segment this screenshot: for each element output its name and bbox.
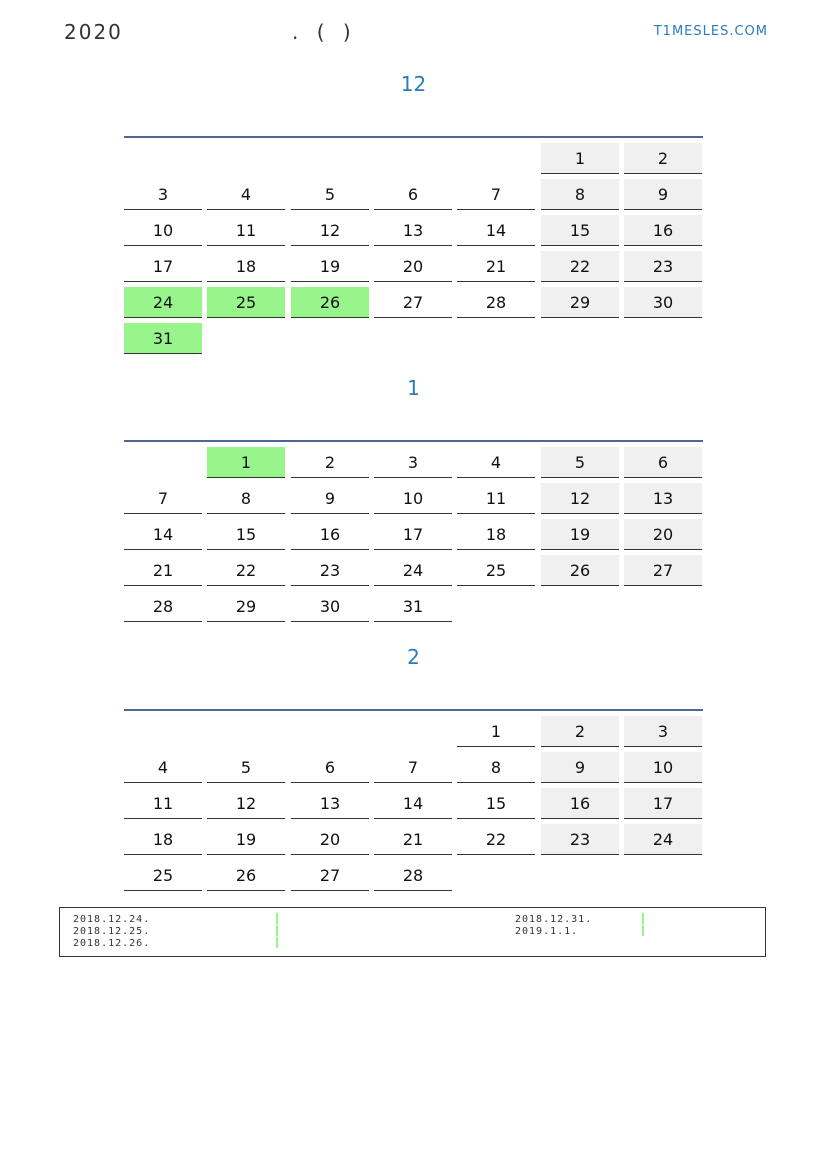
day-cell: 3 bbox=[374, 447, 452, 478]
day-cell: 1 bbox=[457, 716, 535, 747]
day-cell: 24 bbox=[374, 555, 452, 586]
day-cell: 9 bbox=[541, 752, 619, 783]
day-cell: 28 bbox=[374, 860, 452, 891]
day-cell: 3 bbox=[124, 179, 202, 210]
day-cell: 11 bbox=[207, 215, 285, 246]
day-cell: 16 bbox=[291, 519, 369, 550]
holiday-marker bbox=[276, 937, 278, 948]
day-cell: 25 bbox=[124, 860, 202, 891]
day-cell: 10 bbox=[124, 215, 202, 246]
day-cell: 18 bbox=[207, 251, 285, 282]
day-cell: 27 bbox=[374, 287, 452, 318]
day-cell: 10 bbox=[374, 483, 452, 514]
day-cell: 4 bbox=[124, 752, 202, 783]
day-cell: 17 bbox=[374, 519, 452, 550]
holiday-legend bbox=[59, 907, 766, 957]
day-cell: 22 bbox=[207, 555, 285, 586]
day-cell: 9 bbox=[291, 483, 369, 514]
day-cell: 2 bbox=[291, 447, 369, 478]
day-cell: 5 bbox=[291, 179, 369, 210]
day-cell: 8 bbox=[457, 752, 535, 783]
day-cell: 22 bbox=[457, 824, 535, 855]
holiday-marker bbox=[642, 913, 644, 924]
day-cell: 6 bbox=[291, 752, 369, 783]
month-rule bbox=[124, 136, 703, 138]
day-cell: 15 bbox=[541, 215, 619, 246]
day-cell: 12 bbox=[207, 788, 285, 819]
day-cell: 6 bbox=[374, 179, 452, 210]
day-cell: 23 bbox=[624, 251, 702, 282]
day-cell: 17 bbox=[124, 251, 202, 282]
day-cell: 1 bbox=[541, 143, 619, 174]
day-cell: 29 bbox=[541, 287, 619, 318]
day-cell: 22 bbox=[541, 251, 619, 282]
legend-date: 2019.1.1. bbox=[515, 926, 579, 937]
day-cell: 13 bbox=[291, 788, 369, 819]
day-cell: 24 bbox=[624, 824, 702, 855]
day-cell: 29 bbox=[207, 591, 285, 622]
holiday-marker bbox=[276, 913, 278, 924]
day-cell: 19 bbox=[291, 251, 369, 282]
day-cell: 17 bbox=[624, 788, 702, 819]
day-cell: 5 bbox=[207, 752, 285, 783]
day-cell: 12 bbox=[291, 215, 369, 246]
day-cell: 18 bbox=[124, 824, 202, 855]
day-cell: 15 bbox=[207, 519, 285, 550]
day-cell: 8 bbox=[541, 179, 619, 210]
legend-date: 2018.12.26. bbox=[73, 938, 151, 949]
document-title: . ( ) bbox=[292, 20, 357, 44]
day-cell: 25 bbox=[457, 555, 535, 586]
day-cell: 15 bbox=[457, 788, 535, 819]
holiday-marker bbox=[276, 925, 278, 936]
day-cell: 24 bbox=[124, 287, 202, 318]
day-cell: 28 bbox=[124, 591, 202, 622]
day-cell: 31 bbox=[124, 323, 202, 354]
day-cell: 7 bbox=[124, 483, 202, 514]
day-cell: 13 bbox=[624, 483, 702, 514]
day-cell: 21 bbox=[374, 824, 452, 855]
legend-date: 2018.12.25. bbox=[73, 926, 151, 937]
day-cell: 6 bbox=[624, 447, 702, 478]
day-cell: 21 bbox=[457, 251, 535, 282]
day-cell: 16 bbox=[541, 788, 619, 819]
day-cell: 28 bbox=[457, 287, 535, 318]
site-link[interactable]: T1MESLES.COM bbox=[653, 24, 768, 39]
day-cell: 27 bbox=[624, 555, 702, 586]
day-cell: 8 bbox=[207, 483, 285, 514]
day-cell: 11 bbox=[457, 483, 535, 514]
day-cell: 26 bbox=[541, 555, 619, 586]
day-cell: 19 bbox=[541, 519, 619, 550]
month-rule bbox=[124, 440, 703, 442]
page-header bbox=[64, 20, 768, 50]
legend-date: 2018.12.31. bbox=[515, 914, 593, 925]
month-title: 12 bbox=[400, 72, 427, 96]
day-cell: 14 bbox=[457, 215, 535, 246]
day-cell: 27 bbox=[291, 860, 369, 891]
day-cell: 21 bbox=[124, 555, 202, 586]
day-cell: 30 bbox=[291, 591, 369, 622]
day-cell: 9 bbox=[624, 179, 702, 210]
day-cell: 2 bbox=[541, 716, 619, 747]
day-cell: 23 bbox=[541, 824, 619, 855]
month-title: 2 bbox=[407, 645, 420, 669]
day-cell: 13 bbox=[374, 215, 452, 246]
day-cell: 14 bbox=[374, 788, 452, 819]
day-cell: 5 bbox=[541, 447, 619, 478]
day-cell: 2 bbox=[624, 143, 702, 174]
day-cell: 3 bbox=[624, 716, 702, 747]
day-cell: 23 bbox=[291, 555, 369, 586]
month-title: 1 bbox=[407, 376, 420, 400]
legend-date: 2018.12.24. bbox=[73, 914, 151, 925]
day-cell: 10 bbox=[624, 752, 702, 783]
day-cell: 1 bbox=[207, 447, 285, 478]
day-cell: 7 bbox=[457, 179, 535, 210]
day-cell: 26 bbox=[291, 287, 369, 318]
day-cell: 14 bbox=[124, 519, 202, 550]
day-cell: 30 bbox=[624, 287, 702, 318]
day-cell: 25 bbox=[207, 287, 285, 318]
day-cell: 20 bbox=[291, 824, 369, 855]
day-cell: 26 bbox=[207, 860, 285, 891]
day-cell: 7 bbox=[374, 752, 452, 783]
year-label: 2020 bbox=[64, 20, 123, 44]
day-cell: 12 bbox=[541, 483, 619, 514]
day-cell: 4 bbox=[457, 447, 535, 478]
day-cell: 31 bbox=[374, 591, 452, 622]
day-cell: 18 bbox=[457, 519, 535, 550]
day-cell: 16 bbox=[624, 215, 702, 246]
day-cell: 20 bbox=[624, 519, 702, 550]
day-cell: 20 bbox=[374, 251, 452, 282]
day-cell: 19 bbox=[207, 824, 285, 855]
day-cell: 4 bbox=[207, 179, 285, 210]
month-rule bbox=[124, 709, 703, 711]
holiday-marker bbox=[642, 925, 644, 936]
day-cell: 11 bbox=[124, 788, 202, 819]
